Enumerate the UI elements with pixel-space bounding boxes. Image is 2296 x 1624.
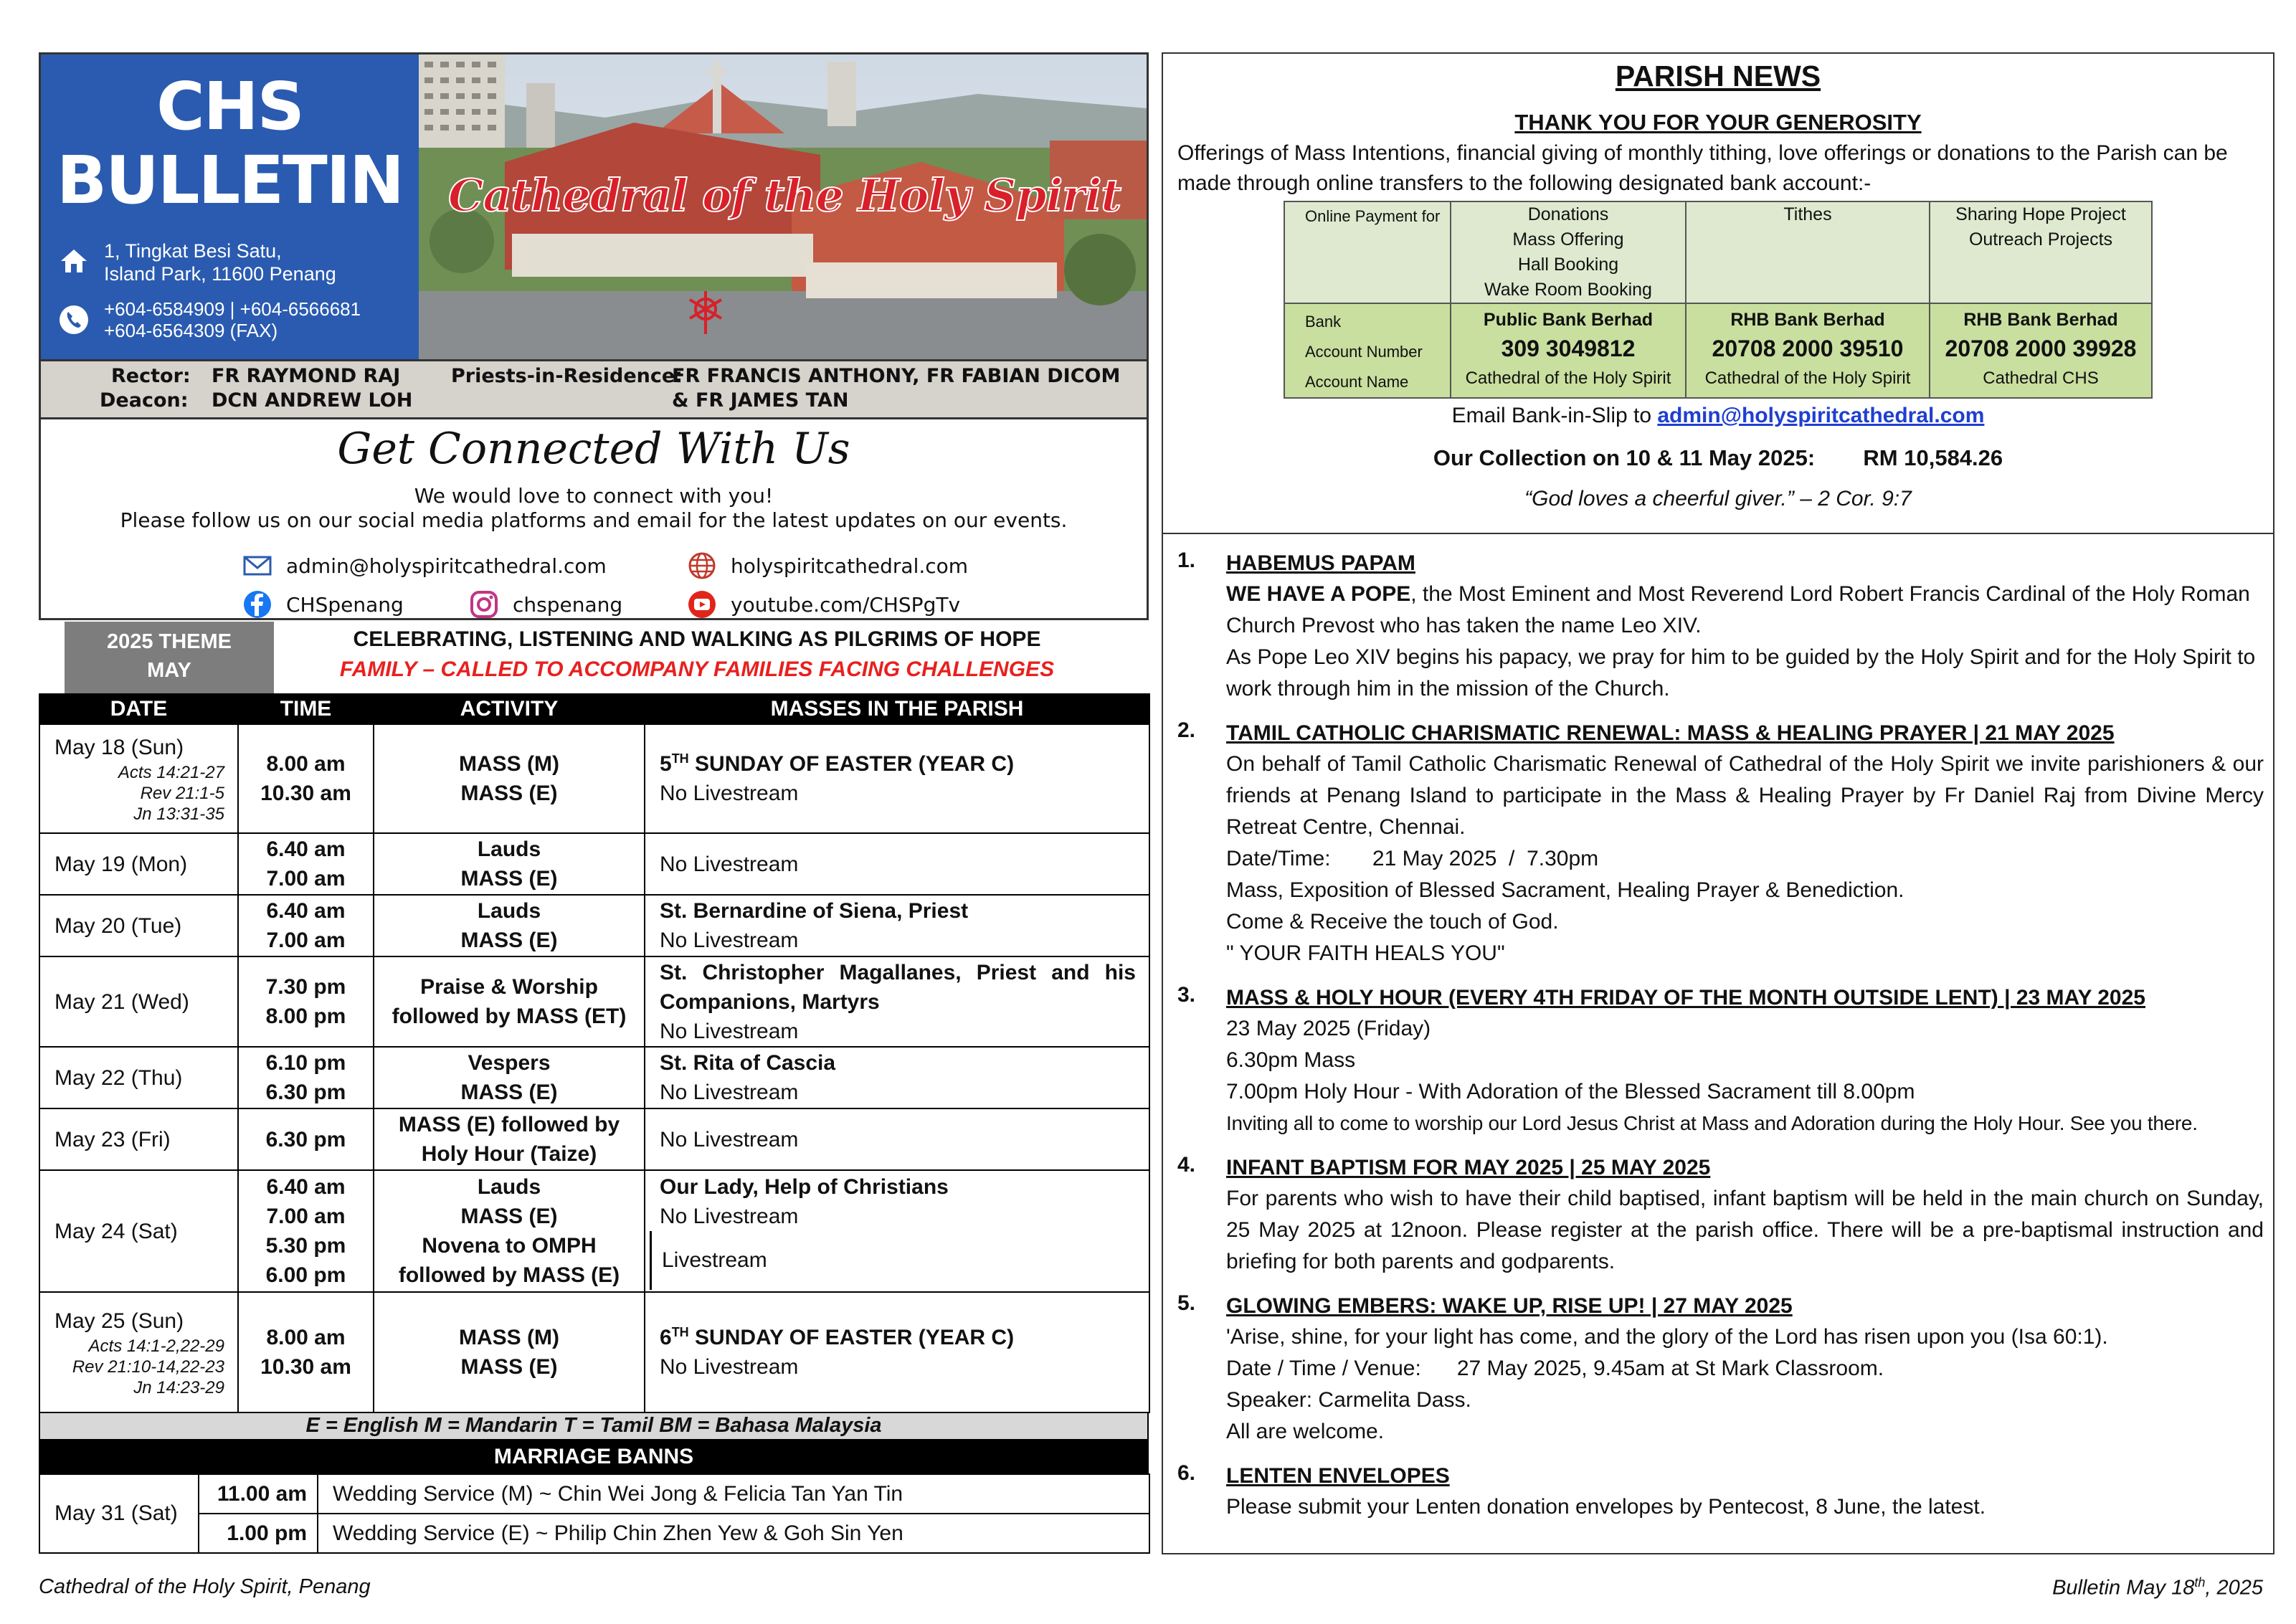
- schedule-activity-cell: MASS (M) MASS (E): [374, 1292, 645, 1412]
- schedule-row-may20: [39, 895, 1149, 956]
- reading-ref: Rev 21:1-5: [140, 784, 224, 803]
- generosity-intro: Offerings of Mass Intentions, financial giving of monthly tithing, love offerings or donations to the Parish can be made through online transfers to the following designated bank account:-: [1177, 141, 2228, 195]
- bank-col1-details: Public Bank Berhad 309 3049812 Cathedral of the Holy Spirit: [1451, 303, 1686, 398]
- schedule-row-may19: [39, 833, 1149, 895]
- item-text: " YOUR FAITH HEALS YOU": [1226, 941, 1505, 965]
- schedule-row-may21: [39, 956, 1149, 1047]
- item-text: For parents who wish to have their child baptised, infant baptism will be held in the main church on Sunday, 25 May 2025 at 12noon. Please register at the parish office. There will be a pre-baptismal instruction and briefing for both parents and godparents.: [1226, 1187, 2264, 1273]
- schedule-activity-cell: Praise & Worship followed by MASS (ET): [374, 956, 645, 1047]
- schedule-time-cell: 6.40 am 7.00 am 5.30 pm 6.00 pm: [238, 1170, 374, 1292]
- reading-ref: Acts 14:1-2,22-29: [88, 1336, 224, 1356]
- schedule-date-cell: May 19 (Mon): [39, 833, 238, 895]
- theme-tag: 2025 THEME MAY: [65, 622, 274, 693]
- church-address: 1, Tingkat Besi Satu, Island Park, 11600 Penang: [104, 240, 336, 285]
- news-item: [1177, 1461, 2264, 1523]
- schedule-time-cell: 6.40 am 7.00 am: [238, 833, 374, 895]
- collection-summary: Our Collection on 10 & 11 May 2025: RM 10,584.26: [1433, 445, 2003, 470]
- deacon-name: DCN ANDREW LOH: [212, 389, 413, 412]
- email-icon: [242, 550, 273, 581]
- bank-purpose-row: [1284, 201, 2152, 303]
- schedule-date-cell: May 22 (Thu): [39, 1047, 238, 1108]
- footer-right: Bulletin May 18th, 2025: [2052, 1575, 2263, 1600]
- schedule-row-may23: [39, 1108, 1149, 1170]
- youtube-icon: [686, 589, 718, 620]
- item-heading: INFANT BAPTISM FOR MAY 2025 | 25 MAY 2025: [1226, 1156, 1711, 1179]
- schedule-mass-cell: [645, 1108, 1149, 1170]
- item-heading: LENTEN ENVELOPES: [1226, 1464, 1450, 1488]
- schedule-time-cell: 8.00 am 10.30 am: [238, 724, 374, 833]
- header-brand-panel: [41, 54, 419, 359]
- bank-col2-purpose: Tithes: [1686, 201, 1930, 303]
- news-item: [1177, 1153, 2264, 1278]
- globe-icon: [686, 550, 718, 581]
- item-heading: TAMIL CATHOLIC CHARISMATIC RENEWAL: MASS & HEALING PRAYER | 21 MAY 2025: [1226, 721, 2115, 745]
- generosity-heading: THANK YOU FOR YOUR GENEROSITY: [1514, 110, 1922, 135]
- schedule-time-cell: 7.30 pm 8.00 pm: [238, 956, 374, 1047]
- reading-ref: Rev 21:10-14,22-23: [72, 1357, 224, 1377]
- news-item: [1177, 718, 2264, 969]
- rector-name: FR RAYMOND RAJ: [212, 365, 401, 387]
- bulletin-header: [39, 52, 1149, 419]
- instagram-icon: [468, 589, 500, 620]
- item-text: 6.30pm Mass: [1226, 1048, 1356, 1072]
- cathedral-photo: [419, 54, 1147, 359]
- online-payment-label: Online Payment for: [1284, 201, 1451, 303]
- schedule-activity-cell: Vespers MASS (E): [374, 1047, 645, 1108]
- bank-col3-purpose: Sharing Hope Project Outreach Projects: [1930, 201, 2152, 303]
- schedule-activity-cell: MASS (E) followed by Holy Hour (Taize): [374, 1108, 645, 1170]
- theme-line2: FAMILY – CALLED TO ACCOMPANY FAMILIES FACING CHALLENGES: [339, 657, 1055, 681]
- banns-time: 11.00 am: [199, 1474, 318, 1514]
- priests-line1: FR FRANCIS ANTHONY, FR FABIAN DICOM: [672, 365, 1121, 387]
- reading-ref: Jn 13:31-35: [133, 804, 224, 824]
- schedule-date-cell: May 24 (Sat): [39, 1170, 238, 1292]
- theme-line1: CELEBRATING, LISTENING AND WALKING AS PILGRIMS OF HOPE: [353, 627, 1041, 651]
- feast-title: 5TH SUNDAY OF EASTER (YEAR C): [660, 751, 1015, 776]
- schedule-row-may22: [39, 1047, 1149, 1108]
- deacon-label: Deacon:: [100, 389, 189, 412]
- item-text: 'Arise, shine, for your light has come, and the glory of the Lord has risen upon you (Isa 60:1).: [1226, 1325, 2108, 1349]
- item-heading: HABEMUS PAPAM: [1226, 551, 1415, 575]
- bank-col3-details: RHB Bank Berhad 20708 2000 39928 Cathedral CHS: [1930, 303, 2152, 398]
- item-text: Date/Time: 21 May 2025 / 7.30pm: [1226, 847, 1599, 870]
- livestream-note: No Livestream: [660, 1019, 799, 1043]
- item-text: 23 May 2025 (Friday): [1226, 1017, 1431, 1040]
- news-item: [1177, 1291, 2264, 1448]
- item-text: All are welcome.: [1226, 1420, 1385, 1443]
- item-text: WE HAVE A POPE, the Most Eminent and Most Reverend Lord Robert Francis Cardinal of the Holy Roman Church Prevost who has taken the name Leo XIV.: [1226, 582, 2250, 637]
- feast-title: 6TH SUNDAY OF EASTER (YEAR C): [660, 1325, 1015, 1349]
- schedule-activity-cell: Lauds MASS (E): [374, 833, 645, 895]
- item-heading: MASS & HOLY HOUR (EVERY 4TH FRIDAY OF THE MONTH OUTSIDE LENT) | 23 MAY 2025: [1226, 986, 2145, 1010]
- bulletin-title-line1: CHS: [156, 68, 303, 145]
- cathedral-name-title: Cathedral of the Holy Spirit: [448, 169, 1121, 222]
- item-text: 7.00pm Holy Hour - With Adoration of the Blessed Sacrament till 8.00pm: [1226, 1080, 1915, 1103]
- livestream-note: No Livestream: [660, 852, 799, 876]
- news-item: [1177, 549, 2264, 705]
- schedule-date-cell: May 18 (Sun) Acts 14:21-27 Rev 21:1-5 Jn 13:31-35: [39, 724, 238, 833]
- feast-title: Our Lady, Help of Christians: [660, 1175, 949, 1199]
- item-text: On behalf of Tamil Catholic Charismatic Renewal of Cathedral of the Holy Spirit we invite parishioners & our friends at Penang Island to participate in the Mass & Healing Prayer by Fr Daniel Raj from Divine Mercy Retreat Centre, Chennai.: [1226, 752, 2264, 839]
- schedule-mass-cell: [645, 1170, 1149, 1292]
- language-legend: E = English M = Mandarin T = Tamil BM = Bahasa Malaysia: [39, 1413, 1149, 1440]
- parish-news-column: [1162, 52, 2274, 1554]
- section-divider: [1163, 533, 2273, 534]
- item-heading: GLOWING EMBERS: WAKE UP, RISE UP! | 27 MAY 2025: [1226, 1294, 1793, 1318]
- schedule-time-cell: 8.00 am 10.30 am: [238, 1292, 374, 1412]
- schedule-time-cell: 6.10 pm 6.30 pm: [238, 1047, 374, 1108]
- church-phone: +604-6584909 | +604-6566681 +604-6564309 (FAX): [104, 298, 361, 341]
- collection-amount: RM 10,584.26: [1863, 445, 2003, 470]
- footer-left: Cathedral of the Holy Spirit, Penang: [39, 1575, 371, 1598]
- reading-ref: Acts 14:21-27: [118, 763, 224, 782]
- news-items-list: [1177, 549, 2264, 1537]
- connect-youtube-link[interactable]: youtube.com/CHSPgTv: [731, 593, 961, 617]
- bulletin-left-column: [39, 52, 1149, 1554]
- col-header-activity: ACTIVITY: [374, 694, 645, 724]
- connect-line1: We would love to connect with you!: [414, 484, 774, 508]
- schedule-mass-cell: [645, 895, 1149, 956]
- theme-banner: [39, 622, 1149, 693]
- get-connected-panel: [39, 419, 1149, 620]
- bank-labels: Bank Account Number Account Name: [1284, 303, 1451, 398]
- item-text: Inviting all to come to worship our Lord Jesus Christ at Mass and Adoration during the Holy Hour. See you there.: [1226, 1112, 2198, 1134]
- bank-col1-purpose: Donations Mass Offering Hall Booking Wake Room Booking: [1451, 201, 1686, 303]
- schedule-activity-cell: Lauds MASS (E): [374, 895, 645, 956]
- reading-ref: Jn 14:23-29: [133, 1378, 224, 1397]
- col-header-time: TIME: [238, 694, 374, 724]
- schedule-date-cell: May 23 (Fri): [39, 1108, 238, 1170]
- schedule-mass-cell: [645, 833, 1149, 895]
- item-text: Speaker: Carmelita Dass.: [1226, 1388, 1471, 1412]
- banns-time: 1.00 pm: [199, 1514, 318, 1553]
- priests-label: Priests-in-Residence:: [451, 365, 683, 387]
- banns-text: Wedding Service (E) ~ Philip Chin Zhen Yew & Goh Sin Yen: [318, 1514, 1149, 1553]
- marriage-banns-heading: MARRIAGE BANNS: [39, 1440, 1149, 1473]
- banns-text: Wedding Service (M) ~ Chin Wei Jong & Felicia Tan Yan Tin: [318, 1474, 1149, 1514]
- schedule-date-cell: May 20 (Tue): [39, 895, 238, 956]
- feast-title: St. Bernardine of Siena, Priest: [660, 899, 969, 923]
- clergy-bar: [41, 359, 1147, 417]
- item-number: 6.: [1177, 1461, 1196, 1485]
- livestream-note: No Livestream: [660, 1081, 799, 1104]
- livestream-note: No Livestream: [660, 1205, 799, 1228]
- livestream-bracket-note: Livestream: [650, 1231, 1136, 1290]
- parish-news-title: PARISH NEWS: [1615, 60, 1821, 92]
- connect-email-link[interactable]: admin@holyspiritcathedral.com: [286, 554, 607, 578]
- bank-account-table: [1284, 201, 2153, 399]
- banns-date: May 31 (Sat): [39, 1474, 199, 1553]
- col-header-date: DATE: [39, 694, 238, 724]
- bank-col2-details: RHB Bank Berhad 20708 2000 39510 Cathedral of the Holy Spirit: [1686, 303, 1930, 398]
- connect-instagram-link[interactable]: chspenang: [513, 593, 623, 617]
- schedule-date-cell: May 25 (Sun) Acts 14:1-2,22-29 Rev 21:10-14,22-23 Jn 14:23-29: [39, 1292, 238, 1412]
- priests-line2: & FR JAMES TAN: [672, 389, 849, 412]
- feast-title: St. Rita of Cascia: [660, 1051, 836, 1075]
- item-text: Mass, Exposition of Blessed Sacrament, Healing Prayer & Benediction.: [1226, 878, 1904, 902]
- marriage-banns-table: [39, 1473, 1150, 1554]
- schedule-activity-cell: Lauds MASS (E) Novena to OMPH followed by MASS (E): [374, 1170, 645, 1292]
- bank-details-row: [1284, 303, 2152, 398]
- livestream-note: No Livestream: [660, 929, 799, 952]
- home-icon: [57, 244, 91, 278]
- phone-icon: [57, 303, 91, 337]
- banns-row: [39, 1474, 1149, 1514]
- schedule-time-cell: 6.30 pm: [238, 1108, 374, 1170]
- schedule-date-cell: May 21 (Wed): [39, 956, 238, 1047]
- item-number: 2.: [1177, 718, 1196, 742]
- bulletin-title-line2: BULLETIN: [57, 142, 403, 219]
- schedule-time-cell: 6.40 am 7.00 am: [238, 895, 374, 956]
- connect-website-link[interactable]: holyspiritcathedral.com: [731, 554, 969, 578]
- news-item: [1177, 983, 2264, 1139]
- item-number: 1.: [1177, 549, 1196, 572]
- item-text: Come & Receive the touch of God.: [1226, 910, 1559, 934]
- item-number: 3.: [1177, 983, 1196, 1007]
- livestream-note: No Livestream: [660, 782, 799, 805]
- livestream-note: No Livestream: [660, 1127, 799, 1151]
- schedule-mass-cell: [645, 724, 1149, 833]
- schedule-mass-cell: [645, 956, 1149, 1047]
- rector-label: Rector:: [111, 365, 191, 387]
- banns-row: [39, 1514, 1149, 1553]
- item-text: Please submit your Lenten donation envelopes by Pentecost, 8 June, the latest.: [1226, 1495, 1986, 1519]
- mass-schedule-table: [39, 693, 1150, 1413]
- connect-heading: Get Connected With Us: [337, 424, 850, 474]
- admin-email-link[interactable]: admin@holyspiritcathedral.com: [1657, 404, 1985, 427]
- schedule-header-row: [39, 694, 1149, 724]
- connect-facebook-link[interactable]: CHSpenang: [286, 593, 404, 617]
- schedule-mass-cell: [645, 1047, 1149, 1108]
- col-header-masses: MASSES IN THE PARISH: [645, 694, 1149, 724]
- item-number: 4.: [1177, 1153, 1196, 1177]
- schedule-mass-cell: [645, 1292, 1149, 1412]
- bank-in-slip-email: Email Bank-in-Slip to admin@holyspiritcathedral.com: [1451, 404, 1985, 427]
- schedule-activity-cell: MASS (M) MASS (E): [374, 724, 645, 833]
- schedule-row-may24: [39, 1170, 1149, 1292]
- schedule-row-may25: [39, 1292, 1149, 1412]
- item-text: Date / Time / Venue: 27 May 2025, 9.45am at St Mark Classroom.: [1226, 1357, 1884, 1380]
- item-text: As Pope Leo XIV begins his papacy, we pray for him to be guided by the Holy Spirit and for the Holy Spirit to work through him in the mission of the Church.: [1226, 645, 2256, 701]
- livestream-note: No Livestream: [660, 1355, 799, 1379]
- connect-line2: Please follow us on our social media platforms and email for the latest updates on our events.: [120, 508, 1068, 532]
- schedule-row-may18: [39, 724, 1149, 833]
- item-number: 5.: [1177, 1291, 1196, 1315]
- scripture-quote: “God loves a cheerful giver.” – 2 Cor. 9:7: [1524, 487, 1912, 511]
- facebook-icon: [242, 589, 273, 620]
- feast-title: St. Christopher Magallanes, Priest and his Companions, Martyrs: [660, 960, 1136, 1014]
